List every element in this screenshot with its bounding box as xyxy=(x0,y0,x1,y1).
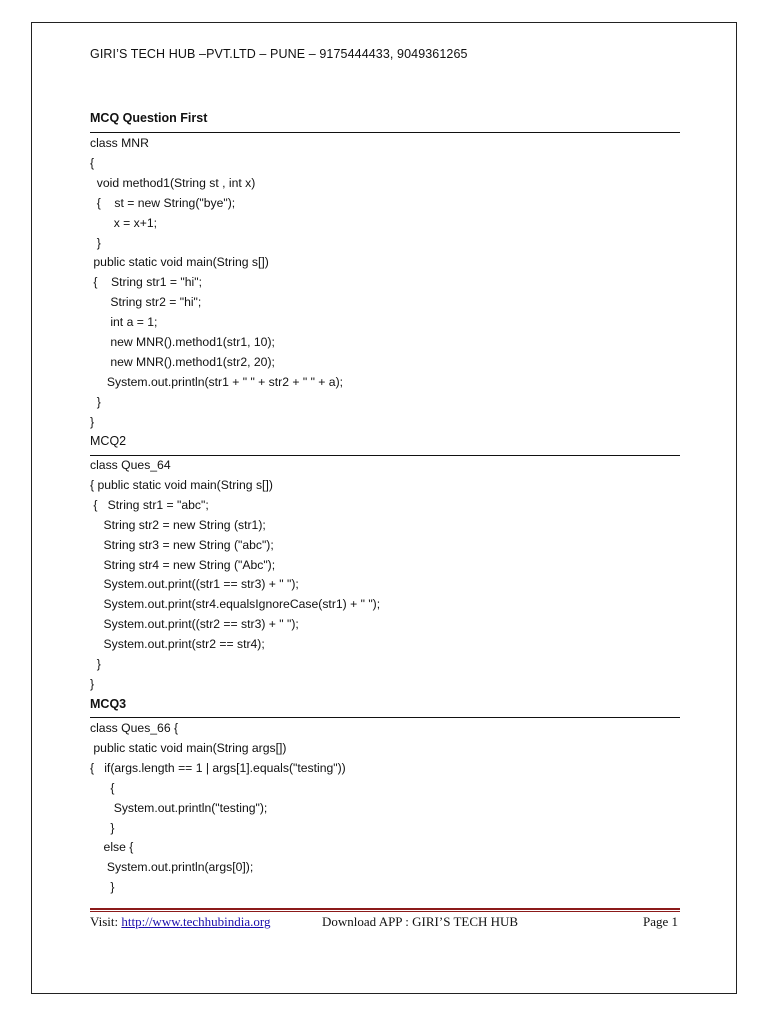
section-title-mcq1: MCQ Question First xyxy=(90,111,208,125)
section-divider xyxy=(90,717,680,718)
footer-visit-label: Visit: xyxy=(90,914,122,929)
footer-download-text: Download APP : GIRI’S TECH HUB xyxy=(322,914,519,929)
section-title-mcq2: MCQ2 xyxy=(90,434,127,448)
section-title-mcq3: MCQ3 xyxy=(90,697,127,711)
footer-divider-thin xyxy=(90,911,680,912)
code-block-mcq3: class Ques_66 { public static void main(String args[]) { if(args.length == 1 | args[1].equals("testing")) { System.out.println("testing"); } else { System.out.println(args[0]); } xyxy=(90,721,346,895)
code-block-mcq2: class Ques_64 { public static void main(String s[]) { String str1 = "abc"; String str2 = new String (str1); String str3 = new String ("abc"); String str4 = new String ("Abc"); System.out.print((str1 == str3) + " "); System.out.print(str4.equalsIgnoreCase(str1) + " "); System.out.print((str2 == str3) + " "); System.out.print(str2 == str4); } } xyxy=(90,458,381,691)
footer-divider xyxy=(90,908,680,910)
page-number: Page 1 xyxy=(642,914,678,929)
section-divider xyxy=(90,132,680,133)
footer-visit xyxy=(90,914,271,930)
footer-website-link[interactable]: http://www.techhubindia.org xyxy=(121,914,271,929)
page-header: GIRI’S TECH HUB –PVT.LTD – PUNE – 9175444433, 9049361265 xyxy=(90,47,468,61)
code-block-mcq1: class MNR { void method1(String st , int x) { st = new String("bye"); x = x+1; } public static void main(String s[]) { String str1 = "hi"; String str2 = "hi"; int a = 1; new MNR().method1(str1, 10); new MNR().method1(str2, 20); System.out.println(str1 + " " + str2 + " " + a); } } xyxy=(90,136,344,429)
